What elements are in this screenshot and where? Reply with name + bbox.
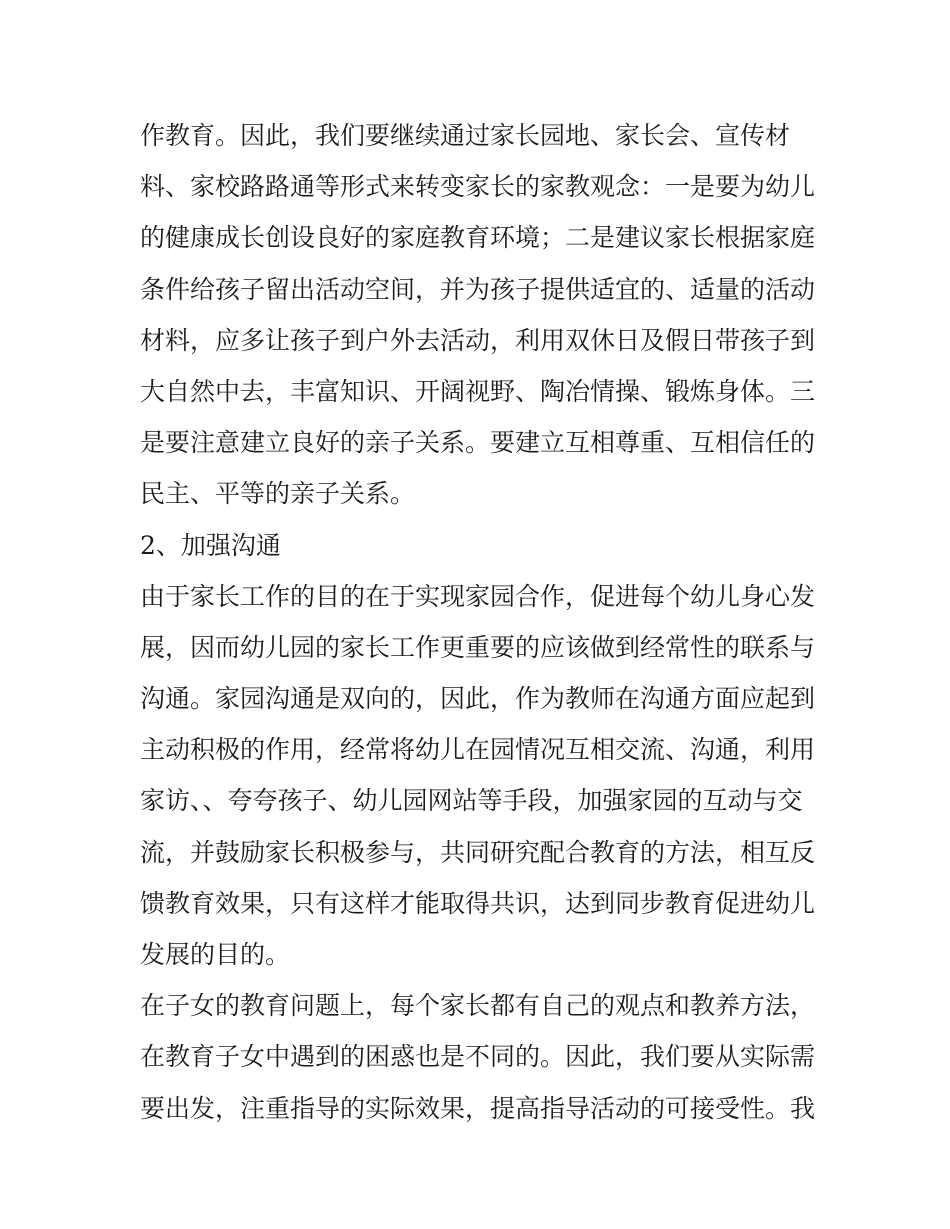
text-line: 由于家长工作的目的在于实现家园合作，促进每个幼儿身心发	[140, 581, 816, 611]
text-line: 大自然中去，丰富知识、开阔视野、陶冶情操、锻炼身体。三	[140, 376, 816, 406]
text-line: 要出发，注重指导的实际效果，提高指导活动的可接受性。我	[140, 1093, 816, 1123]
text-line: 在子女的教育问题上，每个家长都有自己的观点和教养方法，	[140, 991, 816, 1021]
text-line: 在教育子女中遇到的困惑也是不同的。因此，我们要从实际需	[140, 1042, 816, 1072]
text-line: 材料，应多让孩子到户外去活动，利用双休日及假日带孩子到	[140, 325, 816, 355]
text-line: 民主、平等的亲子关系。	[140, 479, 416, 509]
text-line: 发展的目的。	[140, 940, 291, 969]
text-line: 是要注意建立良好的亲子关系。要建立互相尊重、互相信任的	[140, 428, 816, 458]
text-line: 沟通。家园沟通是双向的，因此，作为教师在沟通方面应起到	[140, 684, 816, 714]
text-line: 的健康成长创设良好的家庭教育环境；二是建议家长根据家庭	[140, 223, 816, 253]
text-line: 家访、、夸夸孩子、幼儿园网站等手段，加强家园的互动与交	[140, 786, 803, 816]
text-line: 作教育。因此，我们要继续通过家长园地、家长会、宣传材	[140, 121, 791, 150]
text-line: 条件给孩子留出活动空间，并为孩子提供适宜的、适量的活动	[140, 274, 816, 304]
text-line: 料、家校路路通等形式来转变家长的家教观念：一是要为幼儿	[140, 172, 816, 202]
document-body	[140, 110, 820, 1134]
text-line: 流，并鼓励家长积极参与，共同研究配合教育的方法，相互反	[140, 837, 816, 867]
text-line: 馈教育效果，只有这样才能取得共识，达到同步教育促进幼儿	[140, 888, 816, 918]
section-heading: 2、加强沟通	[140, 530, 281, 560]
text-line: 主动积极的作用，经常将幼儿在园情况互相交流、沟通，利用	[140, 735, 816, 765]
text-line: 展，因而幼儿园的家长工作更重要的应该做到经常性的联系与	[140, 632, 816, 662]
